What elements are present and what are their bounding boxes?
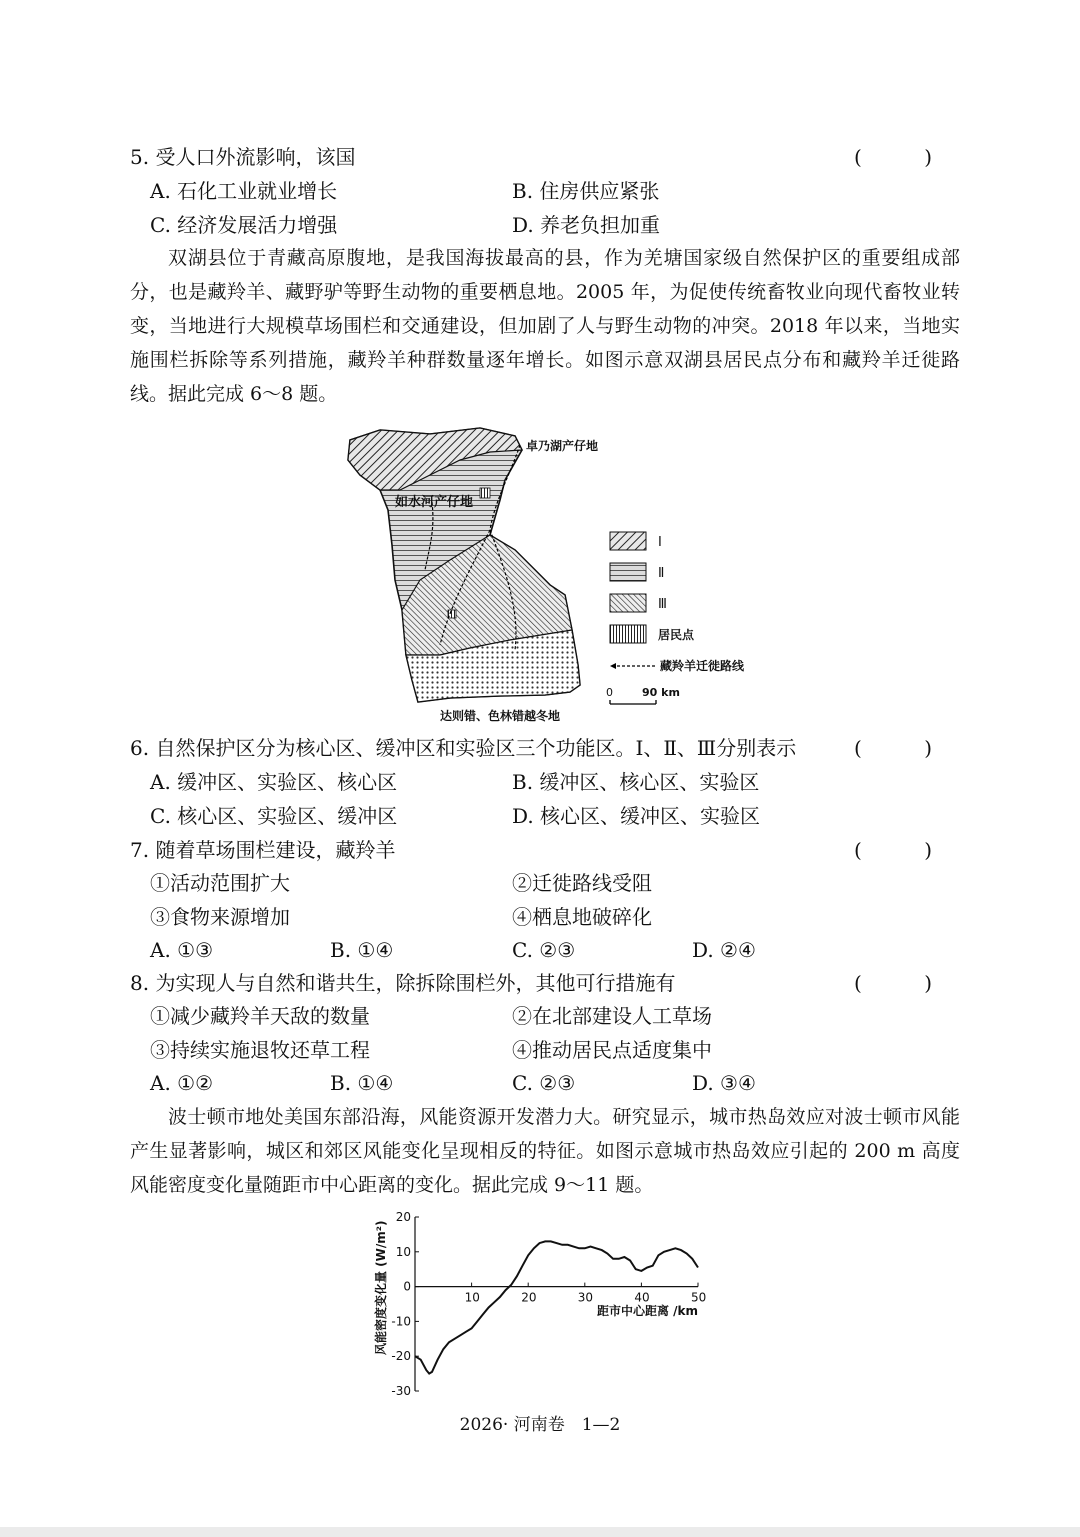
legend-label-I: Ⅰ <box>658 535 662 550</box>
question-8-item-1: ①减少藏羚羊天敌的数量 <box>150 1004 370 1028</box>
question-5-option-d[interactable]: D. 养老负担加重 <box>512 213 661 237</box>
question-7-answer-paren: ( ) <box>854 838 960 862</box>
question-8-option-c[interactable]: C. ②③ <box>512 1071 576 1095</box>
question-7-option-c[interactable]: C. ②③ <box>512 938 576 962</box>
wind-density-chart <box>365 1205 725 1405</box>
question-6-option-b[interactable]: B. 缓冲区、核心区、实验区 <box>512 770 760 794</box>
chart-x-tick-label: 40 <box>634 1290 650 1305</box>
passage-shuanghu: 双湖县位于青藏高原腹地，是我国海拔最高的县，作为羌塘国家级自然保护区的重要组成部分，也是藏羚羊、藏野驴等野生动物的重要栖息地。2005 年，为促使传统畜牧业向现代畜牧业转变，当地进行大规模草场围栏和交通建设，但加剧了人与野生动物的冲突。2018 年以来，当地实施围栏拆除等系列措施，藏羚羊种群数量逐年增长。如图示意双湖县居民点分布和藏羚羊迁徙路线。据此完成 6～8 题。 <box>130 247 960 405</box>
question-7-item-3: ③食物来源增加 <box>150 905 290 929</box>
question-6-option-d[interactable]: D. 核心区、缓冲区、实验区 <box>512 804 761 828</box>
legend-label-III: Ⅲ <box>658 597 667 612</box>
question-7-item-1: ①活动范围扩大 <box>150 871 290 895</box>
chart-ylabel: 风能密度变化量 (W/m²) <box>374 1220 388 1355</box>
chart-y-tick-label: 10 <box>395 1244 411 1259</box>
question-6-option-c[interactable]: C. 核心区、实验区、缓冲区 <box>150 804 398 828</box>
map-legend <box>606 532 745 704</box>
map-residential-1 <box>480 488 490 498</box>
chart-y-tick-label: -10 <box>391 1314 411 1329</box>
map-label-zhuonai: 卓乃湖产仔地 <box>526 439 599 453</box>
question-7-text: 7. 随着草场围栏建设，藏羚羊 <box>130 838 396 862</box>
question-8-item-3: ③持续实施退牧还草工程 <box>150 1038 370 1062</box>
question-5-answer-paren: ( ) <box>854 145 960 169</box>
question-8-text: 8. 为实现人与自然和谐共生，除拆除围栏外，其他可行措施有 <box>130 971 676 995</box>
question-8-option-b[interactable]: B. ①④ <box>330 1071 394 1095</box>
legend-label-residential: 居民点 <box>658 628 695 642</box>
question-5-option-c[interactable]: C. 经济发展活力增强 <box>150 213 338 237</box>
chart-y-tick-label: 20 <box>395 1210 411 1224</box>
question-7-item-2: ②迁徙路线受阻 <box>512 871 652 895</box>
page-footer: 2026· 河南卷 1—2 <box>459 1415 621 1435</box>
question-6-stem <box>130 733 960 763</box>
question-5-option-b[interactable]: B. 住房供应紧张 <box>512 179 660 203</box>
question-7-option-b[interactable]: B. ①④ <box>330 938 394 962</box>
question-8-stem <box>130 968 960 998</box>
scale-zero: 0 <box>606 686 613 699</box>
question-7-item-4: ④栖息地破碎化 <box>512 905 652 929</box>
map-label-dazecuo: 达则错、色林错越冬地 <box>440 709 561 723</box>
legend-label-route: 藏羚羊迁徙路线 <box>660 659 745 673</box>
chart-y-tick-label: -30 <box>391 1384 411 1398</box>
page-bottom-band <box>0 1527 1080 1537</box>
question-8-item-2: ②在北部建设人工草场 <box>512 1004 712 1028</box>
question-8-item-4: ④推动居民点适度集中 <box>512 1038 712 1062</box>
question-5-stem <box>130 142 960 172</box>
passage-boston: 波士顿市地处美国东部沿海，风能资源开发潜力大。研究显示，城市热岛效应对波士顿市风能产生显著影响，城区和郊区风能变化呈现相反的特征。如图示意城市热岛效应引起的 200 m 高度风能密度变化量随距市中心距离的变化。据此完成 9～11 题。 <box>130 1106 960 1196</box>
chart-y-tick-label: 0 <box>403 1279 411 1294</box>
question-5-option-a[interactable]: A. 石化工业就业增长 <box>150 179 338 203</box>
chart-x-tick-label: 10 <box>464 1290 480 1305</box>
legend-label-II: Ⅱ <box>658 566 665 581</box>
chart-xlabel: 距市中心距离 /km <box>597 1304 699 1318</box>
shuanghu-map-figure <box>340 420 760 730</box>
chart-x-tick-label: 20 <box>521 1290 537 1305</box>
chart-x-tick-label: 50 <box>691 1290 707 1305</box>
question-8-answer-paren: ( ) <box>854 971 960 995</box>
scale-label: 90 km <box>642 686 680 699</box>
question-5-text: 5. 受人口外流影响，该国 <box>130 145 356 169</box>
question-8-option-a[interactable]: A. ①② <box>150 1071 214 1095</box>
question-8-option-d[interactable]: D. ③④ <box>692 1071 756 1095</box>
chart-x-tick-label: 30 <box>577 1290 594 1305</box>
question-6-option-a[interactable]: A. 缓冲区、实验区、核心区 <box>150 770 398 794</box>
question-6-text: 6. 自然保护区分为核心区、缓冲区和实验区三个功能区。Ⅰ、Ⅱ、Ⅲ分别表示 <box>130 736 797 760</box>
legend-route-arrow <box>610 663 616 669</box>
map-label-rushui: 如水河产仔地 <box>395 495 474 510</box>
question-7-option-a[interactable]: A. ①③ <box>150 938 214 962</box>
question-7-option-d[interactable]: D. ②④ <box>692 938 756 962</box>
chart-y-tick-label: -20 <box>391 1349 411 1364</box>
question-7-stem <box>130 835 960 865</box>
question-6-answer-paren: ( ) <box>854 736 960 760</box>
